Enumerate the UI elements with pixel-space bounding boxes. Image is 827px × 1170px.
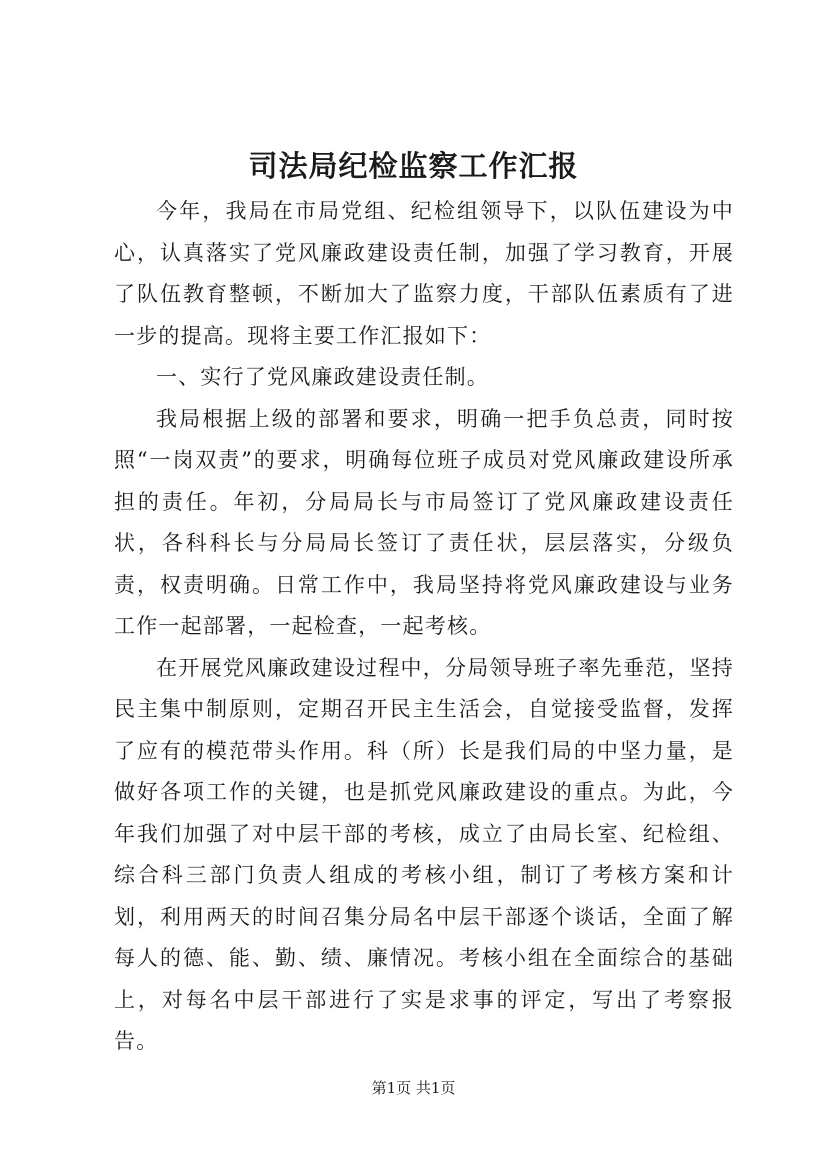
paragraph-responsibility: 我局根据上级的部署和要求，明确一把手负总责，同时按照“一岗双责”的要求，明确每位班子成员对党风廉政建设所承担的责任。年初，分局局长与市局签订了党风廉政建设责任状，各科科长与分局局长签订了责任状，层层落实，分级负责，权责明确。日常工作中，我局坚持将党风廉政建设与业务工作一起部署，一起检查，一起考核。 xyxy=(114,406,734,638)
section-heading-1: 一、实行了党风廉政建设责任制。 xyxy=(156,365,489,389)
paragraph-leadership: 在开展党风廉政建设过程中，分局领导班子率先垂范，坚持民主集中制原则，定期召开民主生活会，自觉接受监督，发挥了应有的模范带头作用。科（所）长是我们局的中坚力量，是做好各项工作的关键，也是抓党风廉政建设的重点。为此，今年我们加强了对中层干部的考核，成立了由局长室、纪检组、综合科三部门负责人组成的考核小组，制订了考核方案和计划，利用两天的时间召集分局名中层干部逐个谈话，全面了解每人的德、能、勤、绩、廉情况。考核小组在全面综合的基础上，对每名中层干部进行了实是求事的评定，写出了考察报告。 xyxy=(114,655,734,1053)
paragraph-intro: 今年，我局在市局党组、纪检组领导下，以队伍建设为中心，认真落实了党风廉政建设责任制，加强了学习教育，开展了队伍教育整顿，不断加大了监察力度，干部队伍素质有了进一步的提高。现将主要工作汇报如下： xyxy=(114,199,734,348)
document-title: 司法局纪检监察工作汇报 xyxy=(248,149,579,183)
page-number-footer: 第1页 共1页 xyxy=(371,1079,456,1097)
document-body xyxy=(114,191,734,1063)
